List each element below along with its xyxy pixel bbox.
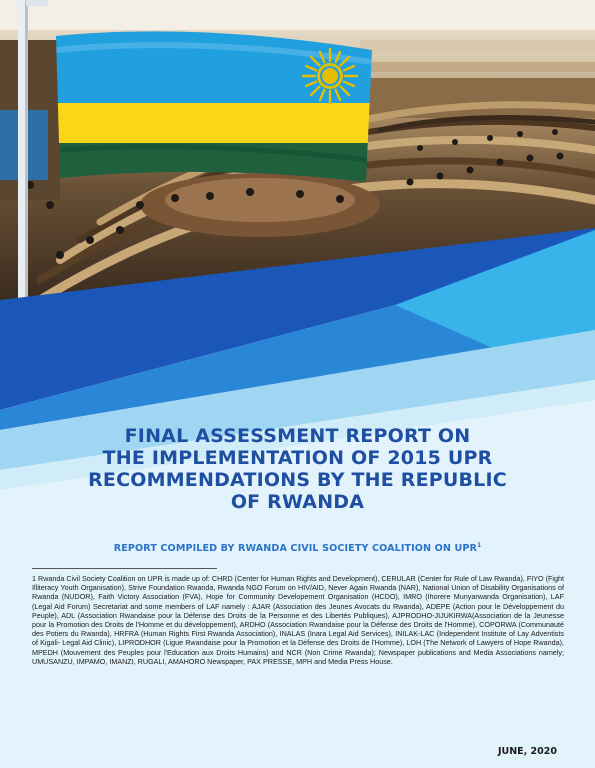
- publication-date: JUNE, 2020: [497, 746, 557, 757]
- report-title: [40, 425, 555, 513]
- title-line-1: FINAL ASSESSMENT REPORT ON: [124, 425, 471, 447]
- title-line-2: THE IMPLEMENTATION OF 2015 UPR: [102, 447, 493, 469]
- footnote-coalition-members: 1 Rwanda Civil Society Coalition on UPR is made up of: CHRD (Center for Human Rights and Development), CERULAR (Center for Rule of Law Rwanda), FIYO (Fight Illiteracy Youth Organisation), Strive Foundation Rwanda, Rwanda NGO Forum on HIV/AID, Never Again Rwanda (NAR), National Union of Disability Organisations of Rwanda (NUDOR), Faith Victory Association (FVA), Hope for Community Developement Organisation (HCDO), IMRO (Ihorere Munyarwanda Organisation), LAF (Legal Aid Forum) Secretariat and some members of LAF namely : AJAR (Association des Jeunes Avocats du Rwanda), ADEPE (Action pour le Développement du Peuple), ADL (Association Rwandaise pour la Défense des Droits de la Personne et des Libertés Publiques), AJPRODHO-JIJUKIRWA(Association de la Jeunesse pour la Promotion des Droits de l'Homme et du développement), ARDHO (Association Rwandaise pour la Défense des Droits de l'Homme), COPORWA (Communauté des Potiers du Rwanda), HRFRA (Human Rights First Rwanda Association), INALAS (Inara Legal Aid Services), INILAK-LAC (Independent Institute of Lay Adventists of Kigali- Legal Aid Clinic), LIPRODHOR (Ligue Rwandaise pour la Promotion et la Défense des Droits de l'Homme), LOH (The Network of Lawyers of Hope Rwanda), MPEDH (Mouvement des Peuples pour l'Education aux Droits Humains) and NCR (Non Crime Rwanda); Newspaper publications and Media Associations namely; UMUSANZU, IMPAMO, IMANZI, RUGALI, AMAHORO Newspaper, PAX PRESSE, MPH and Media Press House.: [32, 574, 564, 666]
- footnote-divider: [32, 568, 217, 569]
- title-line-4: OF RWANDA: [230, 491, 365, 513]
- title-line-3: RECOMMENDATIONS BY THE REPUBLIC: [88, 469, 507, 491]
- report-subtitle: [40, 542, 555, 554]
- subtitle-text: REPORT COMPILED BY RWANDA CIVIL SOCIETY COALITION ON UPR: [113, 543, 477, 555]
- footnote-marker: 1: [476, 542, 482, 549]
